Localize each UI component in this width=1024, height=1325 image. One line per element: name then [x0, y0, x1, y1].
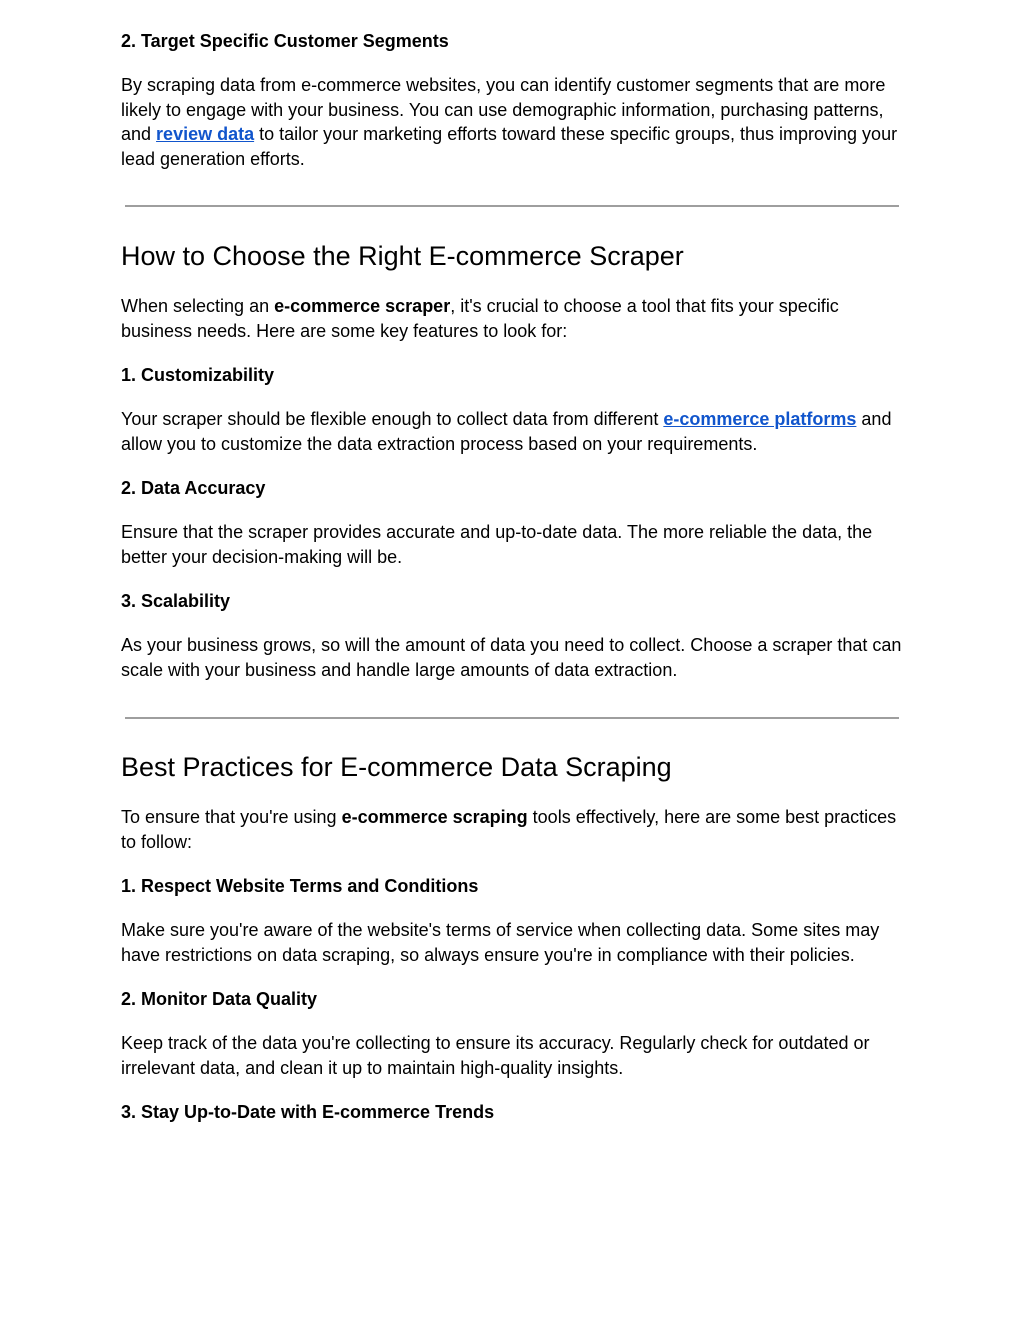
paragraph-data-accuracy: Ensure that the scraper provides accurate and up-to-date data. The more reliable the data, the better your decision-making will be. [121, 522, 873, 567]
divider [125, 205, 899, 207]
bold-text: e-commerce scraping [341, 807, 528, 827]
paragraph-intro-choose [121, 294, 911, 343]
paragraph-target-segments [121, 73, 911, 171]
heading-respect-terms: 1. Respect Website Terms and Conditions [121, 876, 479, 896]
section-title-choose-scraper: How to Choose the Right E-commerce Scraper [121, 241, 684, 271]
paragraph-intro-best-practices [121, 805, 911, 854]
text: To ensure that you're using [121, 807, 342, 827]
heading-data-accuracy: 2. Data Accuracy [121, 478, 266, 498]
heading-target-segments: 2. Target Specific Customer Segments [121, 31, 449, 51]
text: By scraping data from e-commerce websites, you can identify customer segments that are more likely to engage with your business. You can use demographic information, purchasing patterns, and [121, 75, 886, 144]
text: tools effectively, here are some best practices to follow: [121, 807, 897, 852]
heading-stay-up-to-date: 3. Stay Up-to-Date with E-commerce Trends [121, 1102, 495, 1122]
section-title-best-practices: Best Practices for E-commerce Data Scraping [121, 752, 672, 782]
link-ecommerce-platforms[interactable]: e-commerce platforms [663, 409, 857, 429]
link-review-data[interactable]: review data [156, 124, 255, 144]
paragraph-scalability: As your business grows, so will the amount of data you need to collect. Choose a scraper that can scale with your business and handle large amounts of data extraction. [121, 635, 902, 680]
text: and allow you to customize the data extraction process based on your requirements. [121, 409, 892, 454]
bold-text: e-commerce scraper [274, 296, 451, 316]
text: , it's crucial to choose a tool that fits your specific business needs. Here are some key features to look for: [121, 296, 839, 341]
paragraph-customizability [121, 407, 911, 456]
heading-monitor-quality: 2. Monitor Data Quality [121, 989, 318, 1009]
paragraph-respect-terms: Make sure you're aware of the website's terms of service when collecting data. Some sites may have restrictions on data scraping, so always ensure you're in compliance with their policies. [121, 920, 880, 965]
heading-customizability: 1. Customizability [121, 365, 275, 385]
text: to tailor your marketing efforts toward these specific groups, thus improving your lead generation efforts. [121, 124, 898, 169]
text: When selecting an [121, 296, 275, 316]
paragraph-monitor-quality: Keep track of the data you're collecting to ensure its accuracy. Regularly check for outdated or irrelevant data, and clean it up to maintain high-quality insights. [121, 1033, 870, 1078]
text: Your scraper should be flexible enough to collect data from different [121, 409, 664, 429]
heading-scalability: 3. Scalability [121, 591, 231, 611]
divider [125, 717, 899, 719]
